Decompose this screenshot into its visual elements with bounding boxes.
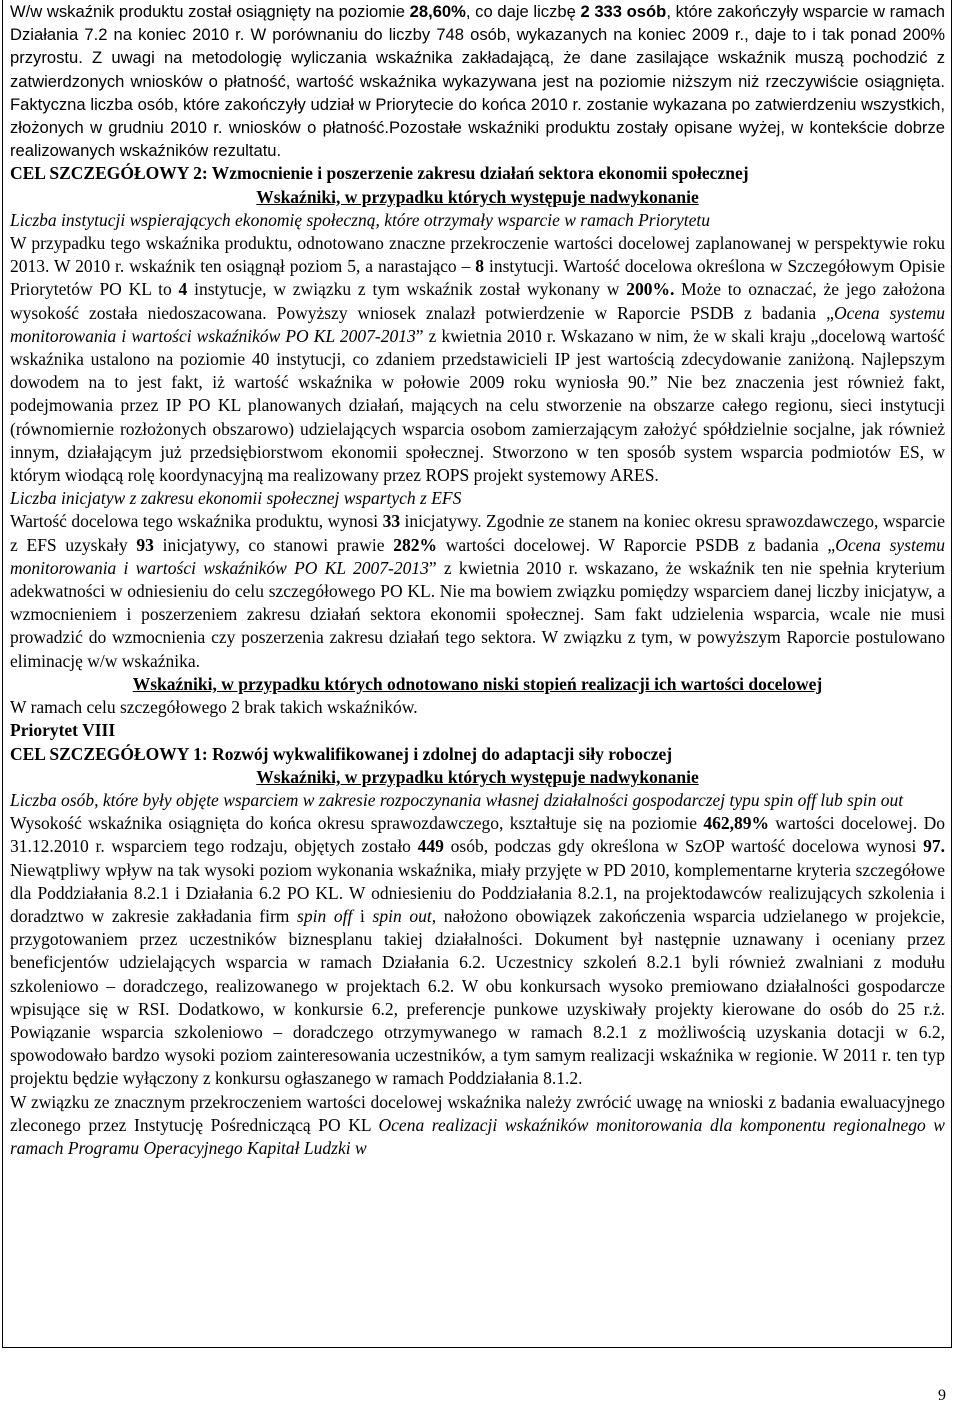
text-run: Niewątpliwy wpływ na tak wysoki poziom wykonania wskaźnika, miały przyjęte w PD 2010, komplementarne kryteria szczegółowe dla Poddziałania 8.2.1 i Działania 6.2 PO KL. W odniesieniu do Poddziałania 8.2.1, na projektodawców realizujących szkolenia i doradztwo w zakresie zakładania firm bbox=[10, 859, 945, 926]
text-run: wartości docelowej. W Raporcie PSDB z badania „ bbox=[436, 534, 836, 555]
document-body bbox=[3, 0, 951, 1160]
text-run: , które zakończyły wsparcie w ramach Działania 7.2 na koniec 2010 r. W porównaniu do liczby 748 osób, wykazanych na koniec 2009 r., daje to i tak ponad 200% przyrostu. Z uwagi na metodologię wyliczania wskaźnika zakładającą, że dane zasilające wskaźnik muszą pochodzić z zatwierdzonych wniosków o płatność, wartość wskaźnika wykazywana jest na poziomie niższym niż rzeczywiście osiągnięta. Faktyczna liczba osób, które zakończyły udział w Priorytecie do końca 2010 r. zostanie wykazana po zatwierdzeniu wszystkich, złożonych w grudniu 2010 r. wniosków o płatność.Pozostałe wskaźniki produktu zostały opisane wyżej, w kontekście dobrze realizowanych wskaźników rezultatu. bbox=[10, 2, 946, 161]
text-run: 28,60% bbox=[409, 2, 466, 21]
paragraph bbox=[10, 0, 945, 162]
text-run: W/w wskaźnik produktu został osiągnięty na poziomie bbox=[10, 2, 410, 21]
paragraph bbox=[10, 789, 945, 812]
paragraph bbox=[10, 209, 945, 232]
paragraph bbox=[10, 812, 945, 1090]
text-run: instytucje, w związku z tym wskaźnik został wykonany w bbox=[187, 279, 627, 300]
paragraph bbox=[10, 673, 945, 696]
text-run: spin out, bbox=[372, 905, 437, 926]
paragraph bbox=[10, 232, 945, 487]
text-run: 462,89% bbox=[703, 813, 769, 834]
text-run: ” z kwietnia 2010 r. Wskazano w nim, że w skali kraju „docelową wartość wskaźnika ustalono na poziomie 40 instytucji, co zdaniem przedstawicieli IP jest wartością zdecydowanie zaniżoną. Najlepszym dowodem na to jest fakt, iż wartość wskaźnika w połowie 2009 roku wyniosła 90.” Nie bez znaczenia jest również fakt, podejmowania przez IP PO KL planowanych działań, mających na celu stworzenie na obszarze całego regionu, sieci instytucji (równomiernie rozłożonych obszarowo) udzielających wsparcia osobom zamierzającym założyć spółdzielnie socjalne, jak również innym, działającym już przedsiębiorstwom ekonomii społecznej. Stworzono w ten sposób system wsparcia podmiotów ES, w którym wiodącą rolę koordynacyjną ma realizowany przez ROPS projekt systemowy ARES. bbox=[10, 325, 945, 486]
text-run: instytucji. Wartość docelowa określona w Szczegółowym Opisie Priorytetów PO KL to bbox=[10, 256, 945, 300]
text-run: 282% bbox=[393, 534, 437, 555]
text-run: Wartość docelowa tego wskaźnika produktu, wynosi bbox=[10, 511, 383, 532]
text-run: W przypadku tego wskaźnika produktu, odnotowano znaczne przekroczenie wartości docelowej zaplanowanej w perspektywie roku 2013. W 2010 r. wskaźnik ten osiągnął poziom 5, a narastająco – bbox=[10, 233, 945, 277]
paragraph bbox=[10, 719, 945, 742]
text-run: spin off bbox=[297, 905, 353, 926]
paragraph bbox=[10, 487, 945, 510]
page-number: 9 bbox=[938, 1387, 946, 1404]
paragraph bbox=[10, 510, 945, 672]
text-run: 4 bbox=[178, 279, 188, 300]
paragraph bbox=[10, 743, 945, 766]
text-run: Może to oznaczać, że jego założona wysokość została niedoszacowana. Powyższy wniosek znalazł potwierdzenie w Raporcie PSDB z badania „ bbox=[10, 279, 945, 323]
text-run: Ocena systemu monitorowania i wartości wskaźników PO KL 2007-2013 bbox=[10, 302, 945, 346]
paragraph bbox=[10, 696, 945, 719]
text-run: W związku ze znacznym przekroczeniem wartości docelowej wskaźnika należy zwrócić uwagę na wnioski z badania ewaluacyjnego zleconego przez Instytucję Pośredniczącą PO KL bbox=[10, 1091, 945, 1135]
text-run: Wskaźniki, w przypadku których odnotowano niski stopień realizacji ich wartości docelowej bbox=[132, 673, 823, 694]
paragraph bbox=[10, 766, 945, 789]
text-run: wartości docelowej. Do 31.12.2010 r. wsparciem tego rodzaju, objętych zostało bbox=[10, 813, 945, 857]
paragraph bbox=[10, 162, 945, 185]
text-run: 8 bbox=[475, 256, 485, 277]
text-run: Wskaźniki, w przypadku których występuje nadwykonanie bbox=[256, 766, 699, 787]
text-run: osób, podczas gdy określona w SzOP wartość docelowa wynosi bbox=[443, 836, 924, 857]
text-run: W ramach celu szczegółowego 2 brak takich wskaźników. bbox=[10, 697, 418, 718]
text-run: inicjatywy, co stanowi prawie bbox=[153, 534, 394, 555]
text-run: 2 333 osób bbox=[580, 2, 667, 21]
text-run: 33 bbox=[382, 511, 401, 532]
text-run: 449 bbox=[417, 836, 444, 857]
text-run: Priorytet VIII bbox=[10, 720, 116, 741]
text-run: Ocena realizacji wskaźników monitorowania dla komponentu regionalnego w ramach Programu Operacyjnego Kapitał Ludzki w bbox=[10, 1114, 945, 1158]
text-run: Liczba inicjatyw z zakresu ekonomii społecznej wspartych z EFS bbox=[10, 488, 462, 509]
text-run: Liczba osób, które były objęte wsparciem w zakresie rozpoczynania własnej działalności gospodarczej typu spin off lub spin out bbox=[10, 789, 904, 810]
text-run: CEL SZCZEGÓŁOWY 1: Rozwój wykwalifikowanej i zdolnej do adaptacji siły roboczej bbox=[10, 743, 673, 764]
text-run: , co daje liczbę bbox=[465, 2, 581, 21]
text-run: Wysokość wskaźnika osiągnięta do końca okresu sprawozdawczego, kształtuje się na poziomie bbox=[10, 813, 704, 834]
text-run: Ocena systemu monitorowania i wartości wskaźników PO KL 2007-2013 bbox=[10, 534, 945, 578]
text-run: i bbox=[352, 905, 373, 926]
text-run: nałożono obowiązek zakończenia wsparcia udzielanego w projekcie, przygotowaniem przez uczestników biznesplanu takiej działalności. Dokument był następnie uznawany i oceniany przez beneficjentów udzielających wsparcia w ramach Działania 6.2. Uczestnicy szkoleń 8.2.1 byli również zwalniani z modułu szkoleniowo – doradczego, realizowanego w projektach 6.2. W obu konkursach wysoko premiowano działalności gospodarcze wpisujące się w RSI. Dodatkowo, w konkursie 6.2, preferencje punkowe uzyskiwały projekty kierowane do osób do 25 r.ż. Powiązanie wsparcia szkoleniowo – doradczego otrzymywanego w ramach 8.2.1 z możliwością uzyskania dotacji w 6.2, spowodowało bardzo wysoki poziom zainteresowania uczestników, a tym samym realizacji wskaźnika w regionie. W 2011 r. ten typ projektu będzie wyłączony z konkursu ogłaszanego w ramach Poddziałania 8.1.2. bbox=[10, 905, 945, 1089]
text-run: 93 bbox=[136, 534, 154, 555]
text-run: Liczba instytucji wspierających ekonomię społeczną, które otrzymały wsparcie w ramach Priorytetu bbox=[10, 209, 711, 230]
page-frame bbox=[2, 0, 952, 1348]
text-run: 200%. bbox=[626, 279, 675, 300]
paragraph bbox=[10, 1091, 945, 1161]
text-run: CEL SZCZEGÓŁOWY 2: Wzmocnienie i poszerzenie zakresu działań sektora ekonomii społecznej bbox=[10, 163, 749, 184]
text-run: 97. bbox=[923, 836, 945, 857]
paragraph bbox=[10, 186, 945, 209]
text-run: inicjatywy. Zgodnie ze stanem na koniec okresu sprawozdawczego, wsparcie z EFS uzyskały bbox=[10, 511, 946, 555]
text-run: ” z kwietnia 2010 r. wskazano, że wskaźnik ten nie spełnia kryterium adekwatności w odniesieniu do celu szczegółowego PO KL. Nie ma bowiem związku pomiędzy wsparciem danej liczby inicjatyw, a wzmocnieniem i poszerzeniem zakresu działań sektora ekonomii społecznej. Sam fakt udzielenia wsparcia, wcale nie musi prowadzić do wzmocnienia czy poszerzenia zakresu działań tego sektora. W związku z tym, w powyższym Raporcie postulowano eliminację w/w wskaźnika. bbox=[10, 557, 946, 671]
text-run: Wskaźniki, w przypadku których występuje nadwykonanie bbox=[256, 186, 699, 207]
